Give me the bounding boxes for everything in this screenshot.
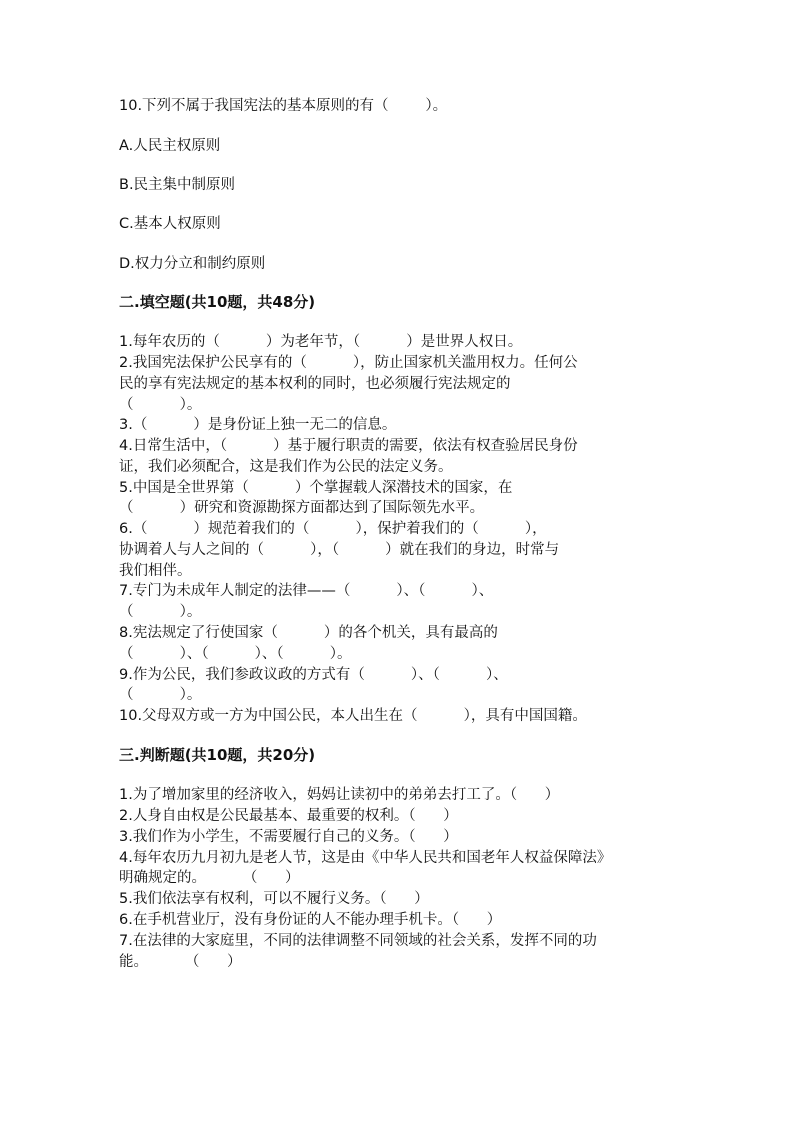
fill-blank-line: 10.父母双方或一方为中国公民，本人出生在（ ），具有中国国籍。 bbox=[119, 708, 587, 724]
section-title-true-false: 三.判断题(共10题，共20分) bbox=[119, 746, 316, 764]
fill-blank-line: 协调着人与人之间的（ ），（ ）就在我们的身边，时常与 bbox=[119, 542, 560, 558]
true-false-line: 5.我们依法享有权利，可以不履行义务。（ ） bbox=[119, 891, 429, 907]
option-c: C.基本人权原则 bbox=[119, 216, 221, 232]
fill-blank-line: 2.我国宪法保护公民享有的（ ），防止国家机关滥用权力。任何公 bbox=[119, 355, 578, 371]
section-title-fill-blank: 二.填空题(共10题，共48分) bbox=[119, 293, 316, 311]
fill-blank-line: 7.专门为未成年人制定的法律——（ ）、（ ）、 bbox=[119, 583, 494, 599]
true-false-line: 明确规定的。 （ ） bbox=[119, 870, 300, 886]
fill-blank-line: （ ）。 bbox=[119, 397, 202, 413]
option-b: B.民主集中制原则 bbox=[119, 177, 236, 193]
true-false-line: 4.每年农历九月初九是老人节，这是由《中华人民共和国老年人权益保障法》 bbox=[119, 850, 612, 866]
fill-blank-line: （ ）。 bbox=[119, 604, 202, 620]
fill-blank-line: （ ）。 bbox=[119, 687, 202, 703]
true-false-line: 1.为了增加家里的经济收入，妈妈让读初中的弟弟去打工了。（ ） bbox=[119, 787, 560, 803]
fill-blank-line: 9.作为公民，我们参政议政的方式有（ ）、（ ）、 bbox=[119, 667, 508, 683]
question-10-stem: 10.下列不属于我国宪法的基本原则的有（ ）。 bbox=[119, 98, 448, 114]
fill-blank-line: 5.中国是全世界第（ ）个掌握载人深潜技术的国家，在 bbox=[119, 480, 513, 496]
fill-blank-line: 4.日常生活中，（ ）基于履行职责的需要，依法有权查验居民身份 bbox=[119, 438, 578, 454]
true-false-line: 2.人身自由权是公民最基本、最重要的权利。（ ） bbox=[119, 808, 458, 824]
option-a: A.人民主权原则 bbox=[119, 138, 221, 154]
fill-blank-line: 民的享有宪法规定的基本权利的同时，也必须履行宪法规定的 bbox=[119, 376, 511, 392]
fill-blank-line: 证，我们必须配合，这是我们作为公民的法定义务。 bbox=[119, 459, 453, 475]
true-false-line: 3.我们作为小学生，不需要履行自己的义务。（ ） bbox=[119, 829, 458, 845]
true-false-line: 6.在手机营业厅，没有身份证的人不能办理手机卡。（ ） bbox=[119, 912, 502, 928]
fill-blank-line: 我们相伴。 bbox=[119, 563, 192, 579]
fill-blank-line: （ ）、（ ）、（ ）。 bbox=[119, 646, 352, 662]
fill-blank-line: 6.（ ）规范着我们的（ ），保护着我们的（ ）， bbox=[119, 521, 547, 537]
fill-blank-line: 1.每年农历的（ ）为老年节，（ ）是世界人权日。 bbox=[119, 334, 523, 350]
option-d: D.权力分立和制约原则 bbox=[119, 256, 266, 272]
fill-blank-line: 8.宪法规定了行使国家（ ）的各个机关，具有最高的 bbox=[119, 625, 498, 641]
fill-blank-line: （ ）研究和资源勘探方面都达到了国际领先水平。 bbox=[119, 500, 485, 516]
true-false-line: 7.在法律的大家庭里，不同的法律调整不同领域的社会关系，发挥不同的功 bbox=[119, 933, 597, 949]
true-false-line: 能。 （ ） bbox=[119, 954, 242, 970]
fill-blank-line: 3.（ ）是身份证上独一无二的信息。 bbox=[119, 417, 397, 433]
